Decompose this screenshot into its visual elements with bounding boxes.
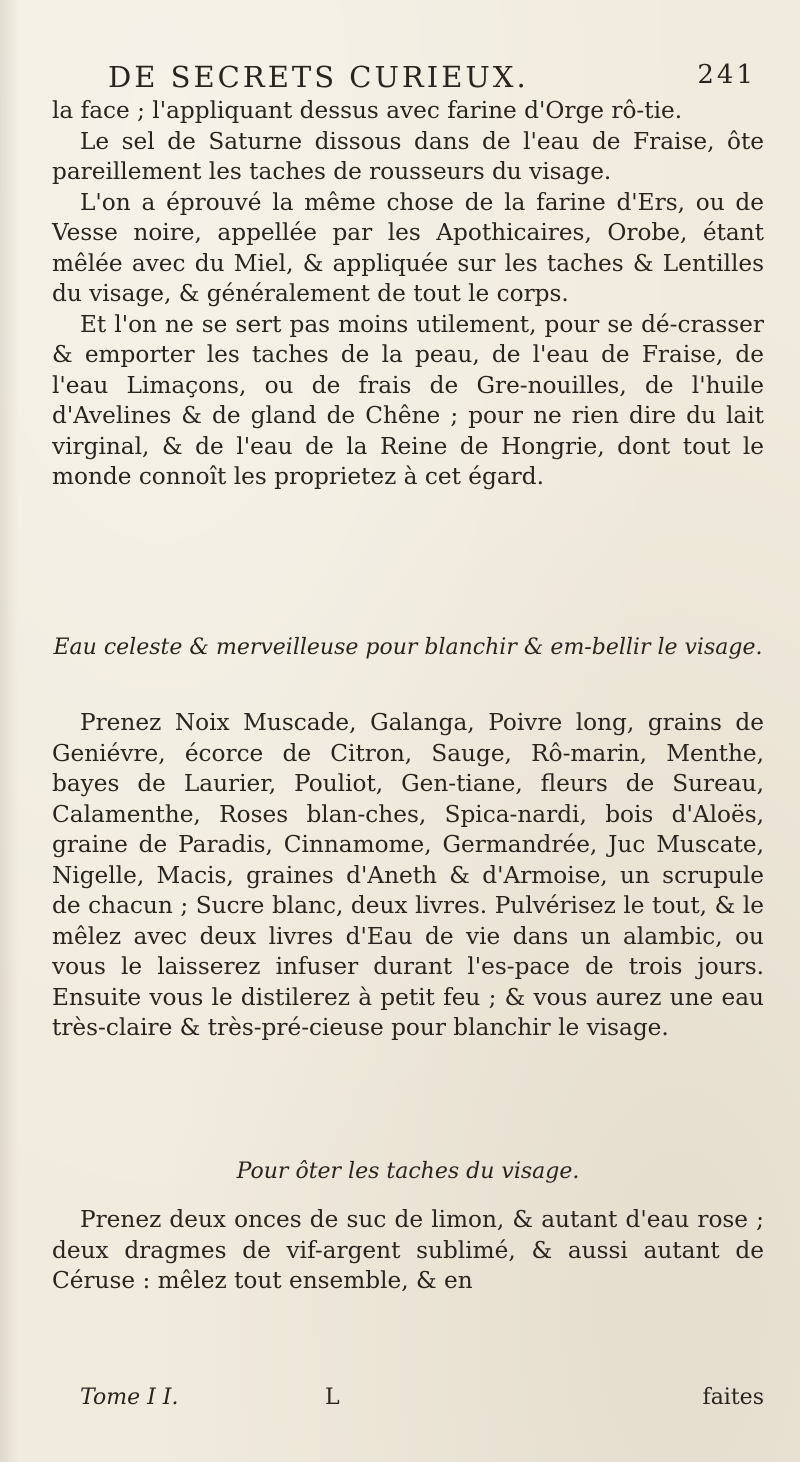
section-heading-taches: Pour ôter les taches du visage. [236, 1159, 580, 1184]
running-head-title: DE SECRETS CURIEUX. [108, 60, 529, 94]
page-number: 241 [697, 60, 756, 90]
section-heading-eau-celeste: Eau celeste & merveilleuse pour blanchir & em-bellir le visage. [53, 635, 763, 660]
text-block-intro [52, 96, 764, 493]
text-block-taches [52, 1205, 764, 1297]
volume-signature: Tome I I. [80, 1385, 179, 1410]
page-gutter-shadow [0, 0, 18, 1462]
paragraph-farine-ers: L'on a éprouvé la même chose de la farine d'Ers, ou de Vesse noire, appellée par les Apothicaires, Orobe, étant mêlée avec du Miel, & appliquée sur les taches & Lentilles du visage, & généralement de tout le corps. [52, 188, 764, 307]
text-block-recipe [52, 708, 764, 1044]
catchword: faites [702, 1385, 764, 1410]
paragraph-taches: Prenez deux onces de suc de limon, & autant d'eau rose ; deux dragmes de vif-argent sublimé, & aussi autant de Céruse : mêlez tout ensemble, & en [52, 1206, 764, 1294]
running-head [108, 60, 764, 100]
signature-mark: L [325, 1385, 340, 1410]
paragraph-decrasser: Et l'on ne se sert pas moins utilement, pour se dé-crasser & emporter les taches de la peau, de l'eau de Fraise, de l'eau Limaçons, ou de frais de Gre-nouilles, de l'huile d'Avelines & de gland de Chêne ; pour ne rien dire du lait virginal, & de l'eau de la Reine de Hongrie, dont tout le monde connoît les proprietez à cet égard. [52, 310, 764, 490]
paragraph-continued: la face ; l'appliquant dessus avec farine d'Orge rô-tie. [52, 97, 683, 124]
page-footer [80, 1385, 764, 1417]
paragraph-recipe: Prenez Noix Muscade, Galanga, Poivre long, grains de Geniévre, écorce de Citron, Sauge, Rô-marin, Menthe, bayes de Laurier, Pouliot, Gen-tiane, fleurs de Sureau, Calamenthe, Roses blan-ches, Spica-nardi, bois d'Aloës, graine de Paradis, Cinnamome, Germandrée, Juc Muscate, Nigelle, Macis, graines d'Aneth & d'Armoise, un scrupule de chacun ; Sucre blanc, deux livres. Pulvérisez le tout, & le mêlez avec deux livres d'Eau de vie dans un alambic, ou vous le laisserez infuser durant l'es-pace de trois jours. Ensuite vous le distilerez à petit feu ; & vous aurez une eau très-claire & très-pré-cieuse pour blanchir le visage. [52, 709, 764, 1041]
paragraph-sel-de-saturne: Le sel de Saturne dissous dans de l'eau de Fraise, ôte pareillement les taches de rousseurs du visage. [52, 127, 764, 185]
